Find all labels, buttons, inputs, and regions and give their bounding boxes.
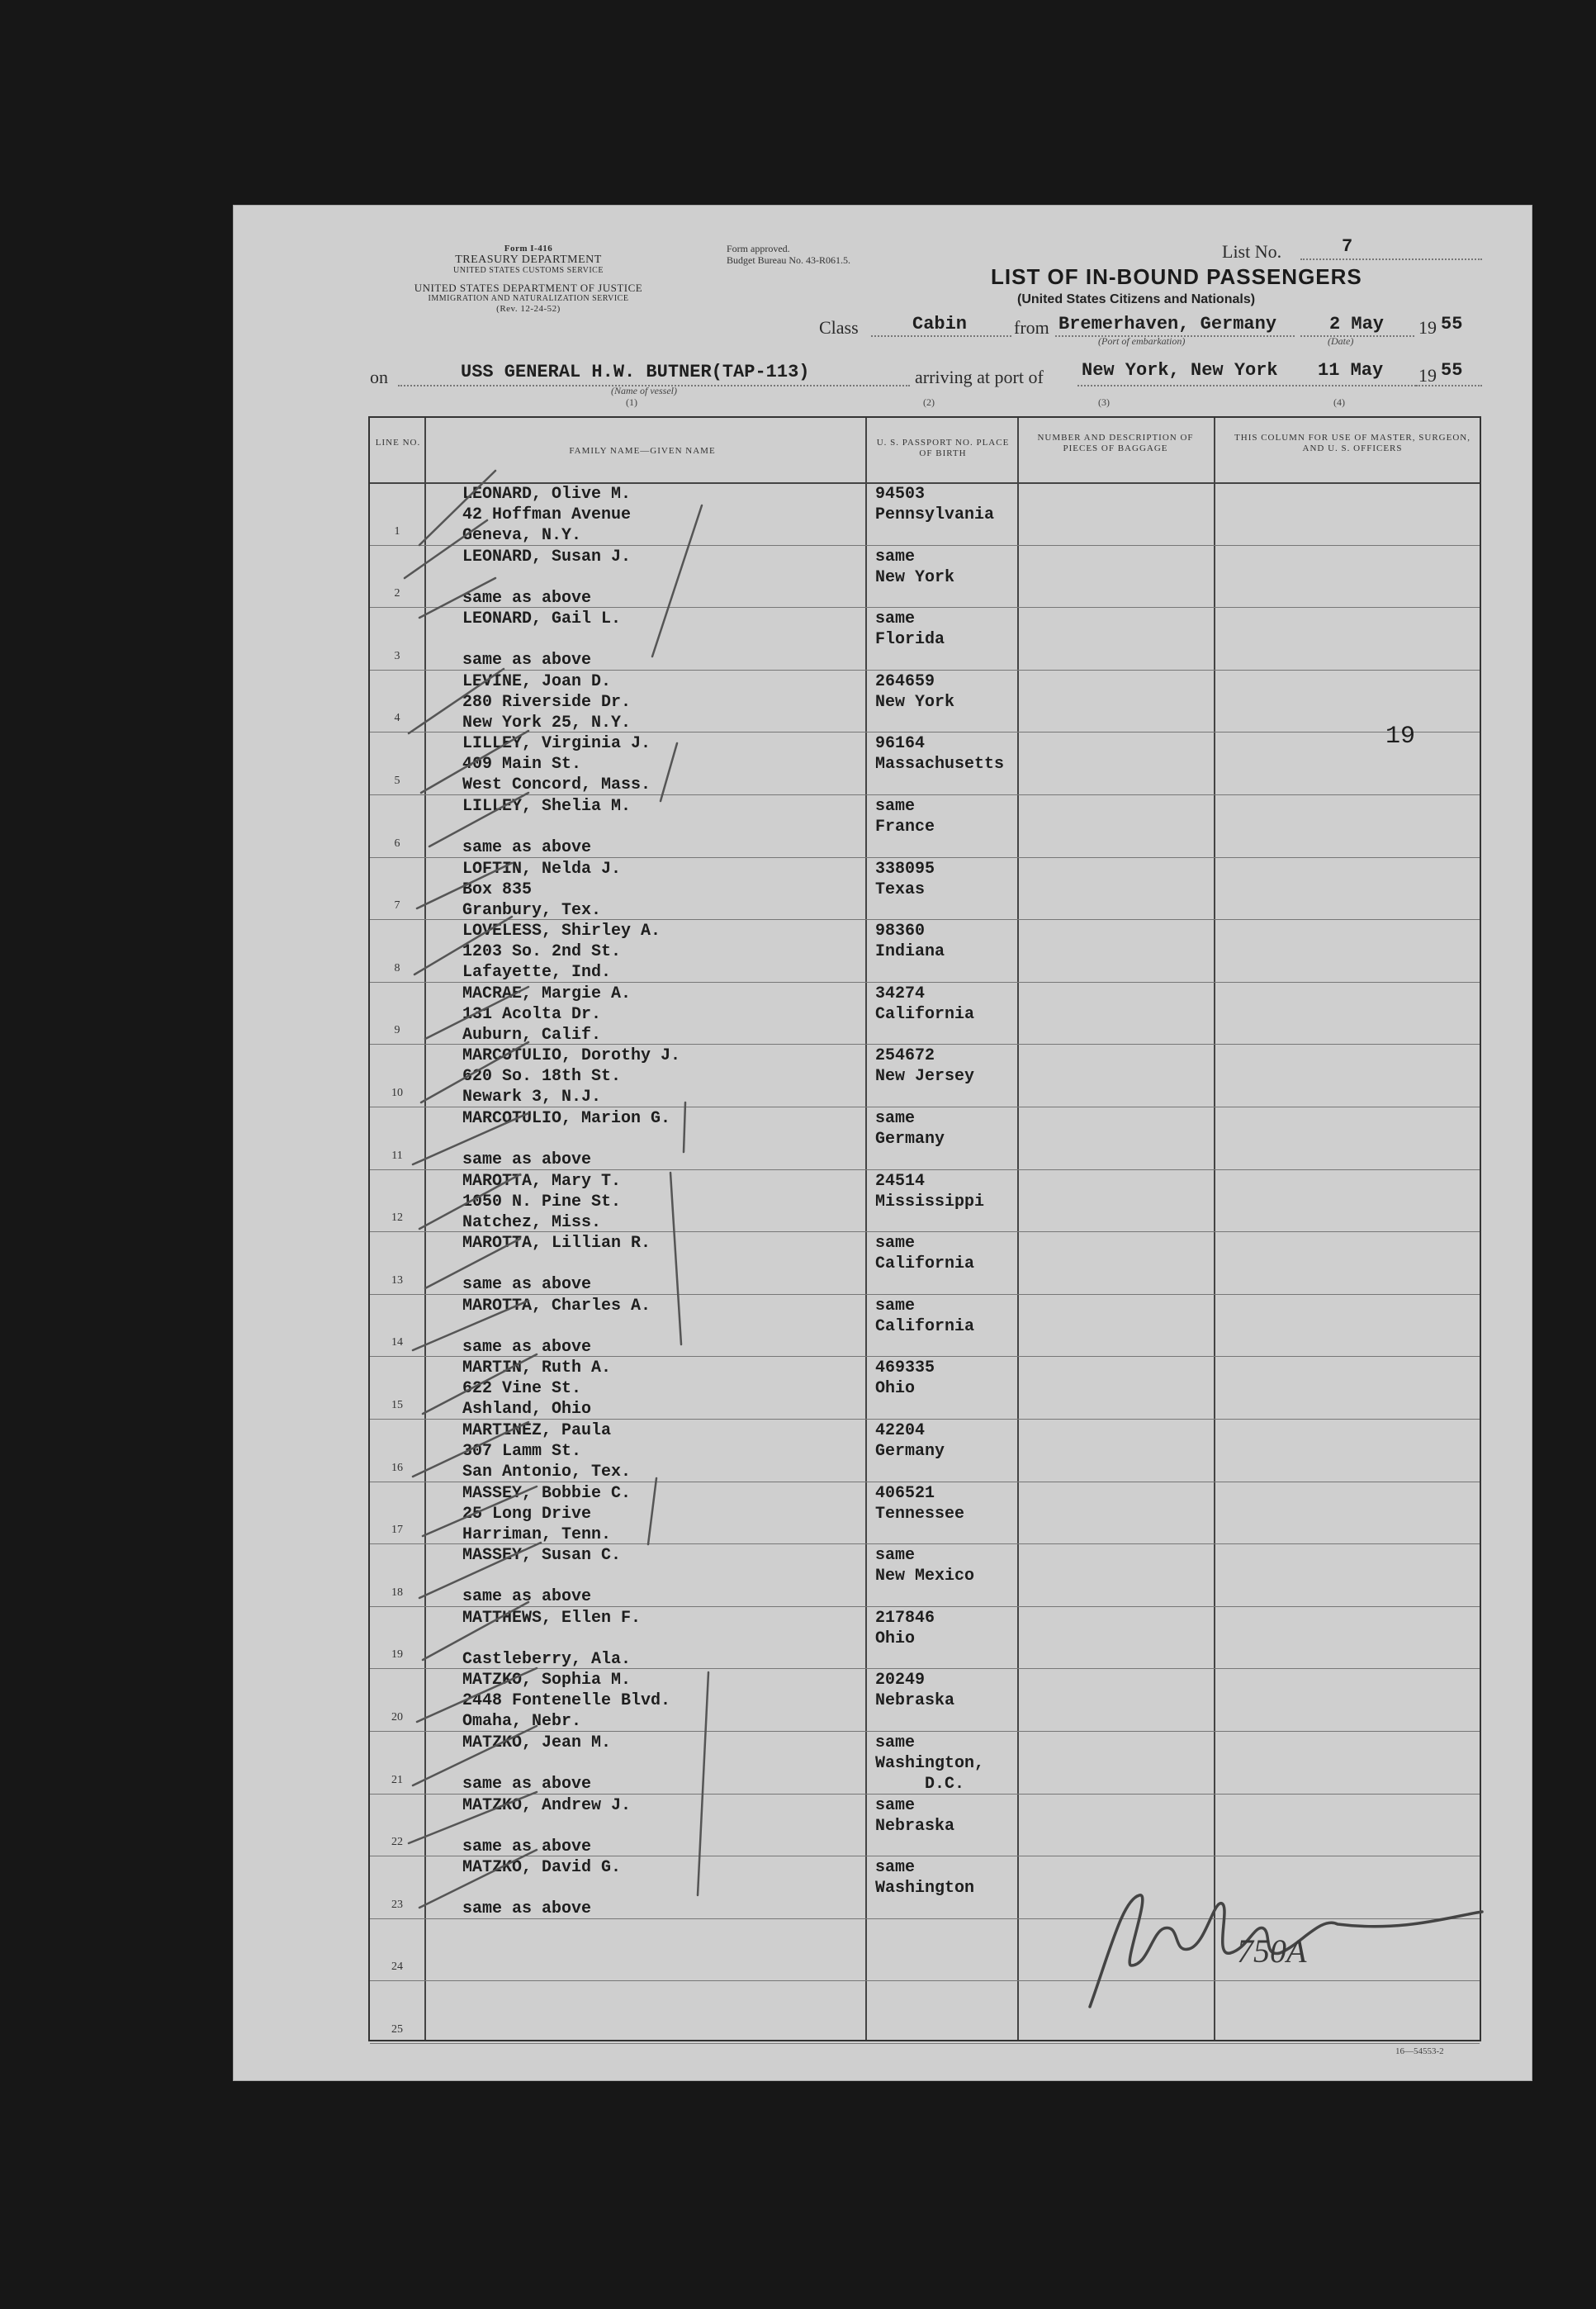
place-of-birth: Ohio [875,1379,916,1399]
form-approved: Form approved. [727,243,790,254]
year-prefix: 19 [1418,317,1437,338]
line-number: 3 [394,649,400,662]
passport-number: 469335 [875,1358,935,1378]
passenger-name: MARCOTULIO, Marion G. [462,1109,671,1128]
passenger-name: MARTIN, Ruth A. [462,1358,612,1378]
treasury-dept: TREASURY DEPARTMENT [455,254,602,266]
passenger-address-line1: 307 Lamm St. [462,1442,582,1461]
customs-service: UNITED STATES CUSTOMS SERVICE [453,266,604,275]
passport-number: 24514 [875,1171,926,1191]
line-number: 10 [391,1087,403,1099]
col-header-name: FAMILY NAME—GIVEN NAME [569,446,716,456]
place-of-birth: Indiana [875,942,945,962]
place-of-birth: Pennsylvania [875,505,995,524]
place-of-birth: Washington, D.C. [875,1754,985,1794]
embark-date-value: 2 May [1329,314,1385,334]
line-number: 1 [394,524,400,538]
line-number: 14 [391,1336,403,1349]
passenger-address-line2: Lafayette, Ind. [462,963,612,983]
line-number: 11 [391,1149,403,1162]
passenger-name: LOFTIN, Nelda J. [462,859,622,879]
signature-note: 750A [1237,1932,1307,1970]
place-of-birth: Massachusetts [875,755,1005,775]
page-subtitle: (United States Citizens and Nationals) [1017,292,1256,306]
col-num-4: (4) [1333,396,1345,408]
place-of-birth: Tennessee [875,1504,965,1524]
form-footer: 16—54553-2 [1395,2046,1444,2056]
passenger-address-line1: 2448 Fontenelle Blvd. [462,1691,671,1711]
passenger-name: MATZKO, Andrew J. [462,1795,632,1815]
arrival-date-value: 11 May [1318,360,1384,381]
line-number: 12 [391,1211,403,1225]
date-caption: (Date) [1328,335,1354,347]
passenger-address-line2: same as above [462,588,592,608]
arrival-year-value: 55 [1441,360,1463,381]
passenger-address-line1: 409 Main St. [462,755,582,775]
line-number: 5 [394,775,400,787]
place-of-birth: California [875,1004,975,1024]
passenger-name: LEVINE, Joan D. [462,671,612,691]
vessel-name: USS GENERAL H.W. BUTNER(TAP-113) [461,362,810,382]
passenger-address-line2: Omaha, Nebr. [462,1712,582,1732]
passenger-address-line2: Castleberry, Ala. [462,1649,632,1669]
place-of-birth: Washington [875,1879,975,1899]
col-header-officers: THIS COLUMN FOR USE OF MASTER, SURGEON, AND U. S. OFFICERS [1234,433,1470,453]
passport-number: 94503 [875,485,926,504]
place-of-birth: New Mexico [875,1567,975,1586]
col-header-line: LINE NO. [375,438,421,448]
passenger-address-line1: 622 Vine St. [462,1379,582,1399]
line-number: 4 [394,712,400,725]
passport-number: same [875,1109,916,1128]
passenger-name: MARCOTULIO, Dorothy J. [462,1046,681,1066]
col-num-3: (3) [1098,396,1110,408]
arrival-port-value: New York, New York [1082,360,1278,381]
list-no-label: List No. [1222,241,1282,262]
passenger-address-line2: West Concord, Mass. [462,775,651,795]
form-number: Form I-416 [504,244,553,254]
passenger-address-line2: Ashland, Ohio [462,1400,592,1420]
passenger-name: LOVELESS, Shirley A. [462,922,661,941]
passport-number: 42204 [875,1421,926,1440]
passenger-address-line1: Box 835 [462,880,533,899]
passport-number: same [875,1234,916,1254]
passenger-name: MACRAE, Margie A. [462,984,632,1003]
passenger-address-line1: 1050 N. Pine St. [462,1192,622,1211]
passenger-address-line1: 25 Long Drive [462,1504,592,1524]
passport-number: 20249 [875,1671,926,1690]
from-label: from [1014,317,1049,338]
passport-number: 34274 [875,984,926,1003]
page-title: LIST OF IN-BOUND PASSENGERS [991,264,1362,289]
place-of-birth: New York [875,692,955,712]
passport-number: 254672 [875,1046,935,1066]
passenger-address-line1: 1203 So. 2nd St. [462,942,622,962]
vessel-caption: (Name of vessel) [611,385,677,396]
passenger-address-line2: same as above [462,1899,592,1919]
col-num-1: (1) [626,396,637,408]
passenger-name: MARTINEZ, Paula [462,1421,612,1440]
passport-number: 96164 [875,734,926,754]
passenger-name: MASSEY, Susan C. [462,1546,622,1566]
passenger-name: MATZKO, Jean M. [462,1733,612,1752]
line-number: 2 [394,587,400,600]
arriving-label: arriving at port of [915,367,1044,387]
passenger-address-line2: Granbury, Tex. [462,900,602,920]
embark-port-value: Bremerhaven, Germany [1058,314,1277,334]
passenger-name: LILLEY, Shelia M. [462,797,632,816]
line-number: 6 [394,837,400,850]
line-number: 7 [394,899,400,913]
passenger-name: LEONARD, Susan J. [462,547,632,567]
line-number: 23 [391,1898,403,1911]
place-of-birth: California [875,1254,975,1274]
on-label: on [370,367,388,387]
passenger-name: LILLEY, Virginia J. [462,734,651,754]
passenger-address-line2: same as above [462,1775,592,1794]
place-of-birth: Florida [875,630,945,650]
col-header-baggage: NUMBER AND DESCRIPTION OF PIECES OF BAGGAGE [1037,433,1194,453]
place-of-birth: Nebraska [875,1816,955,1836]
passenger-address-line2: same as above [462,651,592,671]
place-of-birth: Nebraska [875,1691,955,1711]
passenger-address-line2: same as above [462,838,592,857]
class-label: Class [819,317,859,338]
passenger-address-line2: Newark 3, N.J. [462,1088,602,1107]
passenger-address-line2: Natchez, Miss. [462,1212,602,1232]
line-number: 20 [391,1711,403,1723]
passport-number: 217846 [875,1608,935,1628]
place-of-birth: Ohio [875,1629,916,1648]
passenger-address-line2: Auburn, Calif. [462,1025,602,1045]
line-number: 21 [391,1773,403,1786]
passenger-address-line2: New York 25, N.Y. [462,713,632,733]
passenger-name: MATZKO, David G. [462,1858,622,1878]
line-number: 19 [391,1648,403,1662]
passenger-name: LEONARD, Gail L. [462,609,622,629]
place-of-birth: New Jersey [875,1067,975,1087]
passport-number: 264659 [875,671,935,691]
list-no-value: 7 [1342,236,1353,257]
justice-dept: UNITED STATES DEPARTMENT OF JUSTICE [414,282,643,294]
passenger-address-line1: 620 So. 18th St. [462,1067,622,1087]
passport-number: same [875,1546,916,1566]
passenger-address-line2: Harriman, Tenn. [462,1524,612,1544]
line-number: 16 [391,1461,403,1474]
passenger-address-line1: 42 Hoffman Avenue [462,505,632,524]
passport-number: 406521 [875,1483,935,1503]
passenger-name: MAROTTA, Lillian R. [462,1234,651,1254]
passport-number: 98360 [875,922,926,941]
line-number: 22 [391,1836,403,1849]
passenger-address-line2: same as above [462,1587,592,1607]
passport-number: same [875,547,916,567]
officer-mark: 19 [1385,723,1416,751]
passport-number: same [875,1296,916,1316]
line-number: 17 [391,1524,403,1537]
place-of-birth: Germany [875,1130,945,1149]
immigration-service: IMMIGRATION AND NATURALIZATION SERVICE [428,294,629,303]
passport-number: 338095 [875,859,935,879]
passenger-address-line2: same as above [462,1837,592,1856]
passport-number: same [875,1733,916,1752]
passport-number: same [875,1795,916,1815]
year-prefix-2: 19 [1418,365,1437,386]
passenger-address-line2: San Antonio, Tex. [462,1463,632,1482]
passport-number: same [875,1858,916,1878]
passenger-name: MAROTTA, Mary T. [462,1171,622,1191]
class-value: Cabin [912,314,968,334]
line-number: 15 [391,1399,403,1411]
place-of-birth: New York [875,567,955,587]
revision: (Rev. 12-24-52) [496,304,561,314]
passenger-name: MAROTTA, Charles A. [462,1296,651,1316]
place-of-birth: Texas [875,880,926,899]
passenger-address-line2: same as above [462,1337,592,1357]
line-number: 13 [391,1273,403,1287]
passport-number: same [875,609,916,629]
passenger-name: MATZKO, Sophia M. [462,1671,632,1690]
passenger-address-line1: 131 Acolta Dr. [462,1004,602,1024]
place-of-birth: France [875,818,935,837]
line-number: 25 [391,2023,403,2036]
embark-year-value: 55 [1441,314,1463,334]
line-number: 24 [391,1961,403,1974]
passenger-name: MATTHEWS, Ellen F. [462,1608,642,1628]
passenger-address-line1: 280 Riverside Dr. [462,692,632,712]
passenger-name: MASSEY, Bobbie C. [462,1483,632,1503]
line-number: 18 [391,1586,403,1599]
passenger-address-line2: Geneva, N.Y. [462,526,582,545]
budget-bureau: Budget Bureau No. 43-R061.5. [727,254,850,266]
line-number: 8 [394,961,400,974]
place-of-birth: Mississippi [875,1192,985,1211]
passport-number: same [875,797,916,816]
place-of-birth: California [875,1316,975,1336]
line-number: 9 [394,1024,400,1037]
passenger-name: LEONARD, Olive M. [462,485,632,504]
passenger-address-line2: same as above [462,1275,592,1295]
passenger-address-line2: same as above [462,1150,592,1169]
col-header-passport: U. S. PASSPORT NO. PLACE OF BIRTH [876,438,1010,458]
embark-port-caption: (Port of embarkation) [1098,335,1186,347]
col-num-2: (2) [923,396,935,408]
place-of-birth: Germany [875,1442,945,1461]
